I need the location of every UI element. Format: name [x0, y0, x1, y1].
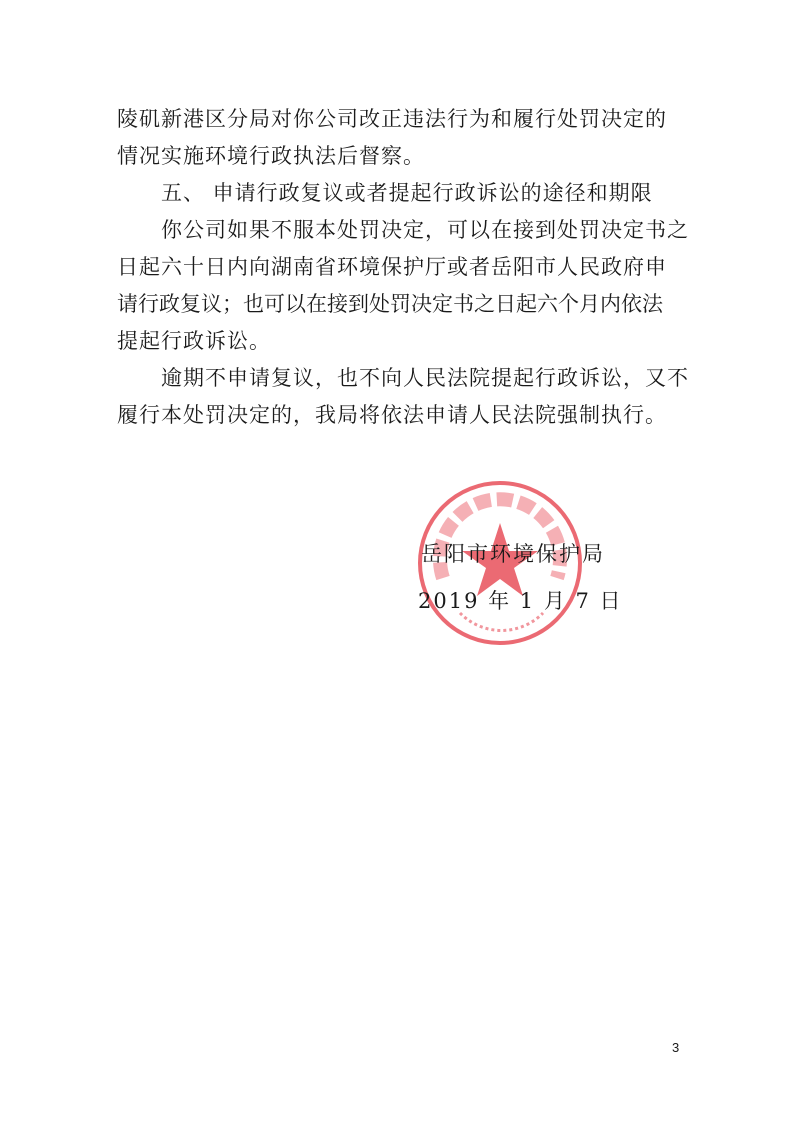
text-line: 日起六十日内向湖南省环境保护厅或者岳阳市人民政府申	[117, 255, 667, 279]
text-line: 陵矶新港区分局对你公司改正违法行为和履行处罚决定的	[117, 107, 667, 131]
text-line: 提起行政诉讼。	[117, 329, 271, 353]
text-line: 请行政复议；也可以在接到处罚决定书之日起六个月内依法	[117, 292, 663, 316]
seal-number-arc	[460, 613, 543, 630]
page-number: 3	[672, 1040, 680, 1055]
issue-date: 2019 年 1 月 7 日	[418, 589, 623, 613]
text-line: 逾期不申请复议，也不向人民法院提起行政诉讼，又不	[161, 366, 689, 390]
section-heading: 五、 申请行政复议或者提起行政诉讼的途径和期限	[161, 181, 653, 205]
text-line: 情况实施环境行政执法后督察。	[117, 144, 425, 168]
issuing-organization: 岳阳市环境保护局	[421, 542, 605, 566]
text-line: 履行本处罚决定的，我局将依法申请人民法院强制执行。	[117, 403, 667, 427]
text-line: 你公司如果不服本处罚决定，可以在接到处罚决定书之	[161, 218, 689, 242]
